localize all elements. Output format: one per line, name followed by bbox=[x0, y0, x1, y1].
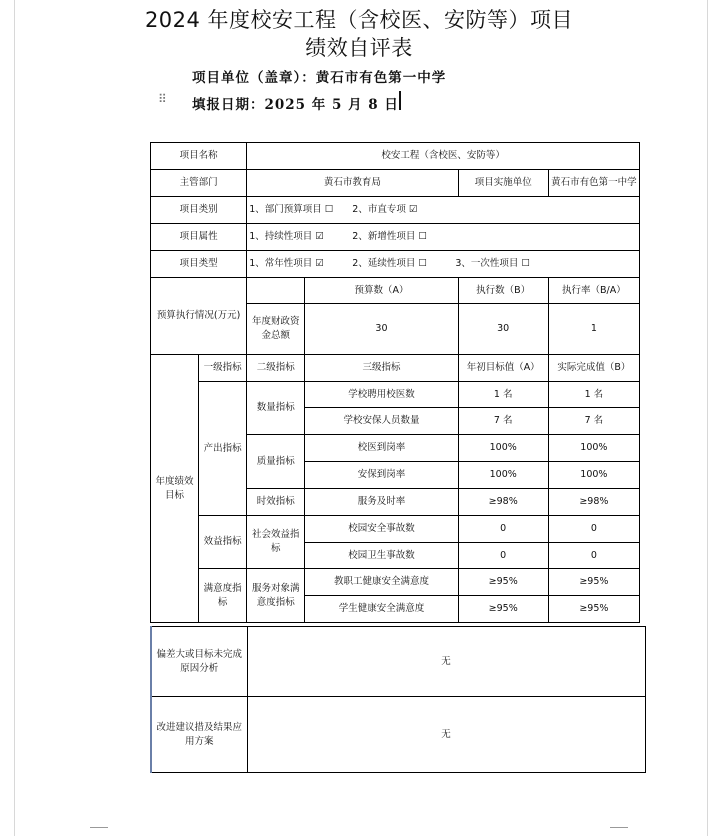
table-row bbox=[151, 569, 640, 596]
annual-goal-label: 年度绩效目标 bbox=[151, 355, 199, 623]
attribute-options[interactable]: 1、持续性项目 ☑ 2、新增性项目 ☐ bbox=[247, 224, 640, 251]
table-row bbox=[151, 278, 640, 304]
indicator-name: 校医到岗率 bbox=[305, 435, 458, 462]
budget-label: 预算执行情况(万元) bbox=[151, 278, 247, 355]
exec-value[interactable]: 30 bbox=[458, 304, 548, 355]
table-row bbox=[151, 355, 640, 382]
indicator-target[interactable]: 1 名 bbox=[458, 382, 548, 408]
category-label: 项目类别 bbox=[151, 197, 247, 224]
page-corner-mark bbox=[90, 827, 108, 828]
indicator-target[interactable]: ≥95% bbox=[458, 569, 548, 596]
indicator-actual[interactable]: ≥95% bbox=[548, 569, 639, 596]
table-row bbox=[151, 224, 640, 251]
budget-col-header: 预算数（A） bbox=[305, 278, 458, 304]
table-row bbox=[151, 382, 640, 408]
indicator-target[interactable]: ≥98% bbox=[458, 489, 548, 516]
indicator-target[interactable]: 0 bbox=[458, 543, 548, 569]
budget-value[interactable]: 30 bbox=[305, 304, 458, 355]
indicator-name: 校园卫生事故数 bbox=[305, 543, 458, 569]
indicator-actual[interactable]: 0 bbox=[548, 516, 639, 543]
social-benefit-label: 社会效益指标 bbox=[247, 516, 305, 569]
type-label: 项目类型 bbox=[151, 251, 247, 278]
document-subtitle: 绩效自评表 bbox=[305, 36, 413, 60]
quality-indicator-label: 质量指标 bbox=[247, 435, 305, 489]
text-cursor bbox=[399, 91, 401, 110]
indicator-name: 学校聘用校医数 bbox=[305, 382, 458, 408]
fill-date-line: 填报日期：2025 年 5 月 8 日 bbox=[192, 97, 399, 113]
annual-fund-label: 年度财政资金总额 bbox=[247, 304, 305, 355]
table-row bbox=[151, 170, 640, 197]
exec-col-header: 执行数（B） bbox=[458, 278, 548, 304]
indicator-target[interactable]: 7 名 bbox=[458, 408, 548, 435]
indicator-actual[interactable]: 0 bbox=[548, 543, 639, 569]
table-row bbox=[151, 197, 640, 224]
indicator-name: 服务及时率 bbox=[305, 489, 458, 516]
indicator-name: 校园安全事故数 bbox=[305, 516, 458, 543]
dept-value[interactable]: 黄石市教育局 bbox=[247, 170, 458, 197]
indicator-actual[interactable]: 100% bbox=[548, 462, 639, 489]
level2-header: 二级指标 bbox=[247, 355, 305, 382]
document-title: 2024 年度校安工程（含校医、安防等）项目 bbox=[144, 8, 574, 32]
indicator-target[interactable]: 100% bbox=[458, 435, 548, 462]
project-unit-line: 项目单位（盖章）：黄石市有色第一中学 bbox=[192, 70, 447, 86]
project-name-label: 项目名称 bbox=[151, 143, 247, 170]
timeliness-indicator-label: 时效指标 bbox=[247, 489, 305, 516]
type-options[interactable]: 1、常年性项目 ☑ 2、延续性项目 ☐ 3、一次性项目 ☐ bbox=[247, 251, 640, 278]
deviation-analysis-label: 偏差大或目标未完成原因分析 bbox=[151, 627, 247, 697]
benefit-indicator-label: 效益指标 bbox=[199, 516, 247, 569]
budget-header-blank bbox=[247, 278, 305, 304]
level1-header: 一级指标 bbox=[199, 355, 247, 382]
category-options[interactable]: 1、部门预算项目 ☐ 2、市直专项 ☑ bbox=[247, 197, 640, 224]
service-satisfaction-label: 服务对象满意度指标 bbox=[247, 569, 305, 623]
indicator-actual[interactable]: 1 名 bbox=[548, 382, 639, 408]
table-row bbox=[151, 516, 640, 543]
table-row bbox=[151, 143, 640, 170]
analysis-table bbox=[150, 626, 646, 773]
rate-col-header: 执行率（B/A） bbox=[548, 278, 639, 304]
rate-value[interactable]: 1 bbox=[548, 304, 639, 355]
impl-unit-label: 项目实施单位 bbox=[458, 170, 548, 197]
indicator-actual[interactable]: 7 名 bbox=[548, 408, 639, 435]
improvement-plan-label: 改进建议措及结果应用方案 bbox=[151, 697, 247, 773]
drag-handle-icon[interactable]: ⠿ bbox=[158, 92, 166, 106]
table-row bbox=[151, 251, 640, 278]
level3-header: 三级指标 bbox=[305, 355, 458, 382]
table-row bbox=[151, 697, 645, 773]
indicator-target[interactable]: 100% bbox=[458, 462, 548, 489]
indicator-name: 学生健康安全满意度 bbox=[305, 596, 458, 623]
indicator-actual[interactable]: ≥98% bbox=[548, 489, 639, 516]
attribute-label: 项目属性 bbox=[151, 224, 247, 251]
project-name-value[interactable]: 校安工程（含校医、安防等） bbox=[247, 143, 640, 170]
indicator-target[interactable]: 0 bbox=[458, 516, 548, 543]
output-indicator-label: 产出指标 bbox=[199, 382, 247, 516]
indicator-name: 教职工健康安全满意度 bbox=[305, 569, 458, 596]
satisfaction-indicator-label: 满意度指标 bbox=[199, 569, 247, 623]
target-header: 年初目标值（A） bbox=[458, 355, 548, 382]
improvement-plan-value[interactable]: 无 bbox=[247, 697, 645, 773]
page-right-edge bbox=[707, 0, 708, 836]
indicator-target[interactable]: ≥95% bbox=[458, 596, 548, 623]
actual-header: 实际完成值（B） bbox=[548, 355, 639, 382]
self-evaluation-table bbox=[150, 142, 640, 623]
page-left-edge bbox=[14, 0, 15, 836]
dept-label: 主管部门 bbox=[151, 170, 247, 197]
indicator-name: 安保到岗率 bbox=[305, 462, 458, 489]
deviation-analysis-value[interactable]: 无 bbox=[247, 627, 645, 697]
quantity-indicator-label: 数量指标 bbox=[247, 382, 305, 435]
indicator-name: 学校安保人员数量 bbox=[305, 408, 458, 435]
indicator-actual[interactable]: ≥95% bbox=[548, 596, 639, 623]
table-row bbox=[151, 627, 645, 697]
indicator-actual[interactable]: 100% bbox=[548, 435, 639, 462]
impl-unit-value[interactable]: 黄石市有色第一中学 bbox=[548, 170, 639, 197]
page-corner-mark bbox=[610, 827, 628, 828]
